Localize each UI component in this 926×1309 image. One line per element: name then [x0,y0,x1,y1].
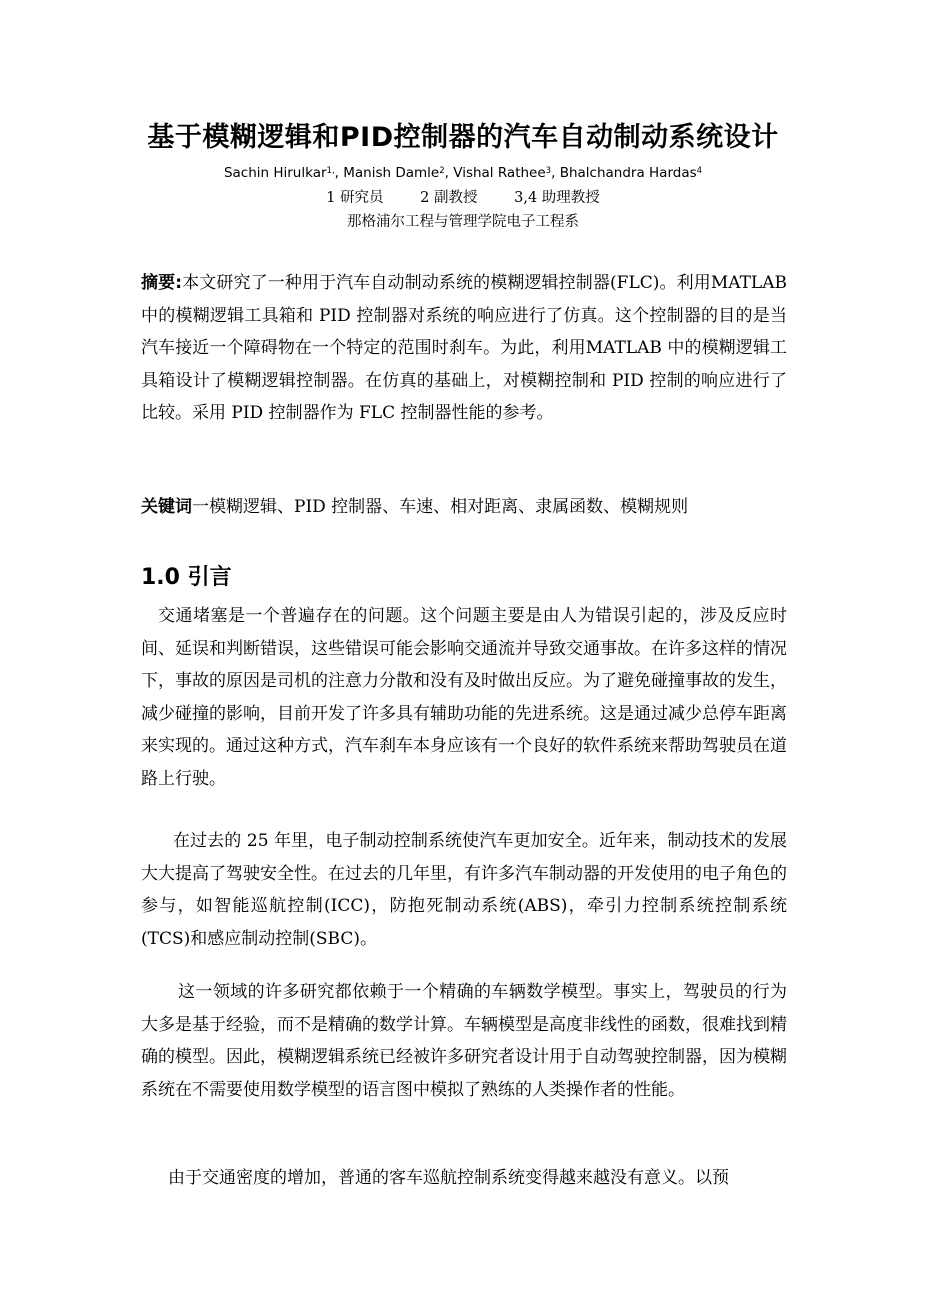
paragraph: 在过去的 25 年里，电子制动控制系统使汽车更加安全。近年来，制动技术的发展大大提高了驾驶安全性。在过去的几年里，有许多汽车制动器的开发使用的电子角色的参与，如智能巡航控制(ICC)，防抱死制动系统(ABS)，牵引力控制系统控制系统(TCS)和感应制动控制(SBC)。 [141,831,787,949]
paragraph: 这一领域的许多研究都依赖于一个精确的车辆数学模型。事实上，驾驶员的行为大多是基于经验，而不是精确的数学计算。车辆模型是高度非线性的函数，很难找到精确的模型。因此，模糊逻辑系统已经被许多研究者设计用于自动驾驶控制器，因为模糊系统在不需要使用数学模型的语言图中模拟了熟练的人类操作者的性能。 [141,982,787,1100]
author-name: Bhalchandra Hardas [559,165,697,181]
author-affiliation-mark: 2 [439,166,445,176]
abstract-text: 本文研究了一种用于汽车自动制动系统的模糊逻辑控制器(FLC)。利用MATLAB 中的模糊逻辑工具箱和 PID 控制器对系统的响应进行了仿真。这个控制器的目的是当汽车接近一个障碍物在一个特定的范围时刹车。为此，利用MATLAB 中的模糊逻辑工具箱设计了模糊逻辑控制器。在仿真的基础上，对模糊控制和 PID 控制的响应进行了比较。采用 PID 控制器作为 FLC 控制器性能的参考。 [141,273,787,423]
paragraph: 由于交通密度的增加，普通的客车巡航控制系统变得越来越没有意义。以预 [168,1168,729,1188]
author-role: 2 副教授 [420,190,478,206]
section-heading: 1.0 引言 [141,565,232,590]
author-name: Manish Damle [343,165,440,181]
author-affiliation-mark: 4 [696,166,703,176]
paragraph: 交通堵塞是一个普遍存在的问题。这个问题主要是由人为错误引起的，涉及反应时间、延误和判断错误，这些错误可能会影响交通流并导致交通事故。在许多这样的情况下，事故的原因是司机的注意力分散和没有及时做出反应。为了避免碰撞事故的发生，减少碰撞的影响，目前开发了许多具有辅助功能的先进系统。这是通过减少总停车距离来实现的。通过这种方式，汽车刹车本身应该有一个良好的软件系统来帮助驾驶员在道路上行驶。 [141,606,787,789]
abstract [141,267,787,430]
author-name: Vishal Rathee [453,165,546,181]
author-separator: , [444,165,454,181]
author-affiliation-mark: 3 [545,166,552,176]
keywords [141,491,787,524]
author-separator: , [551,165,560,181]
author-name: Sachin Hirulkar [223,165,327,181]
author-list [0,162,926,184]
keywords-label: 关键词 [141,497,192,517]
paper-title: 基于模糊逻辑和PID控制器的汽车自动制动系统设计 [147,122,779,153]
author-role: 3,4 助理教授 [514,190,600,206]
author-separator: , [334,165,344,181]
author-roles [0,187,926,209]
author-role: 1 研究员 [326,190,384,206]
author-affiliation-mark: 1, [326,166,335,176]
abstract-label: 摘要: [141,273,183,293]
affiliation: 那格浦尔工程与管理学院电子工程系 [347,214,579,230]
keywords-text: 一模糊逻辑、PID 控制器、车速、相对距离、隶属函数、模糊规则 [192,497,689,517]
